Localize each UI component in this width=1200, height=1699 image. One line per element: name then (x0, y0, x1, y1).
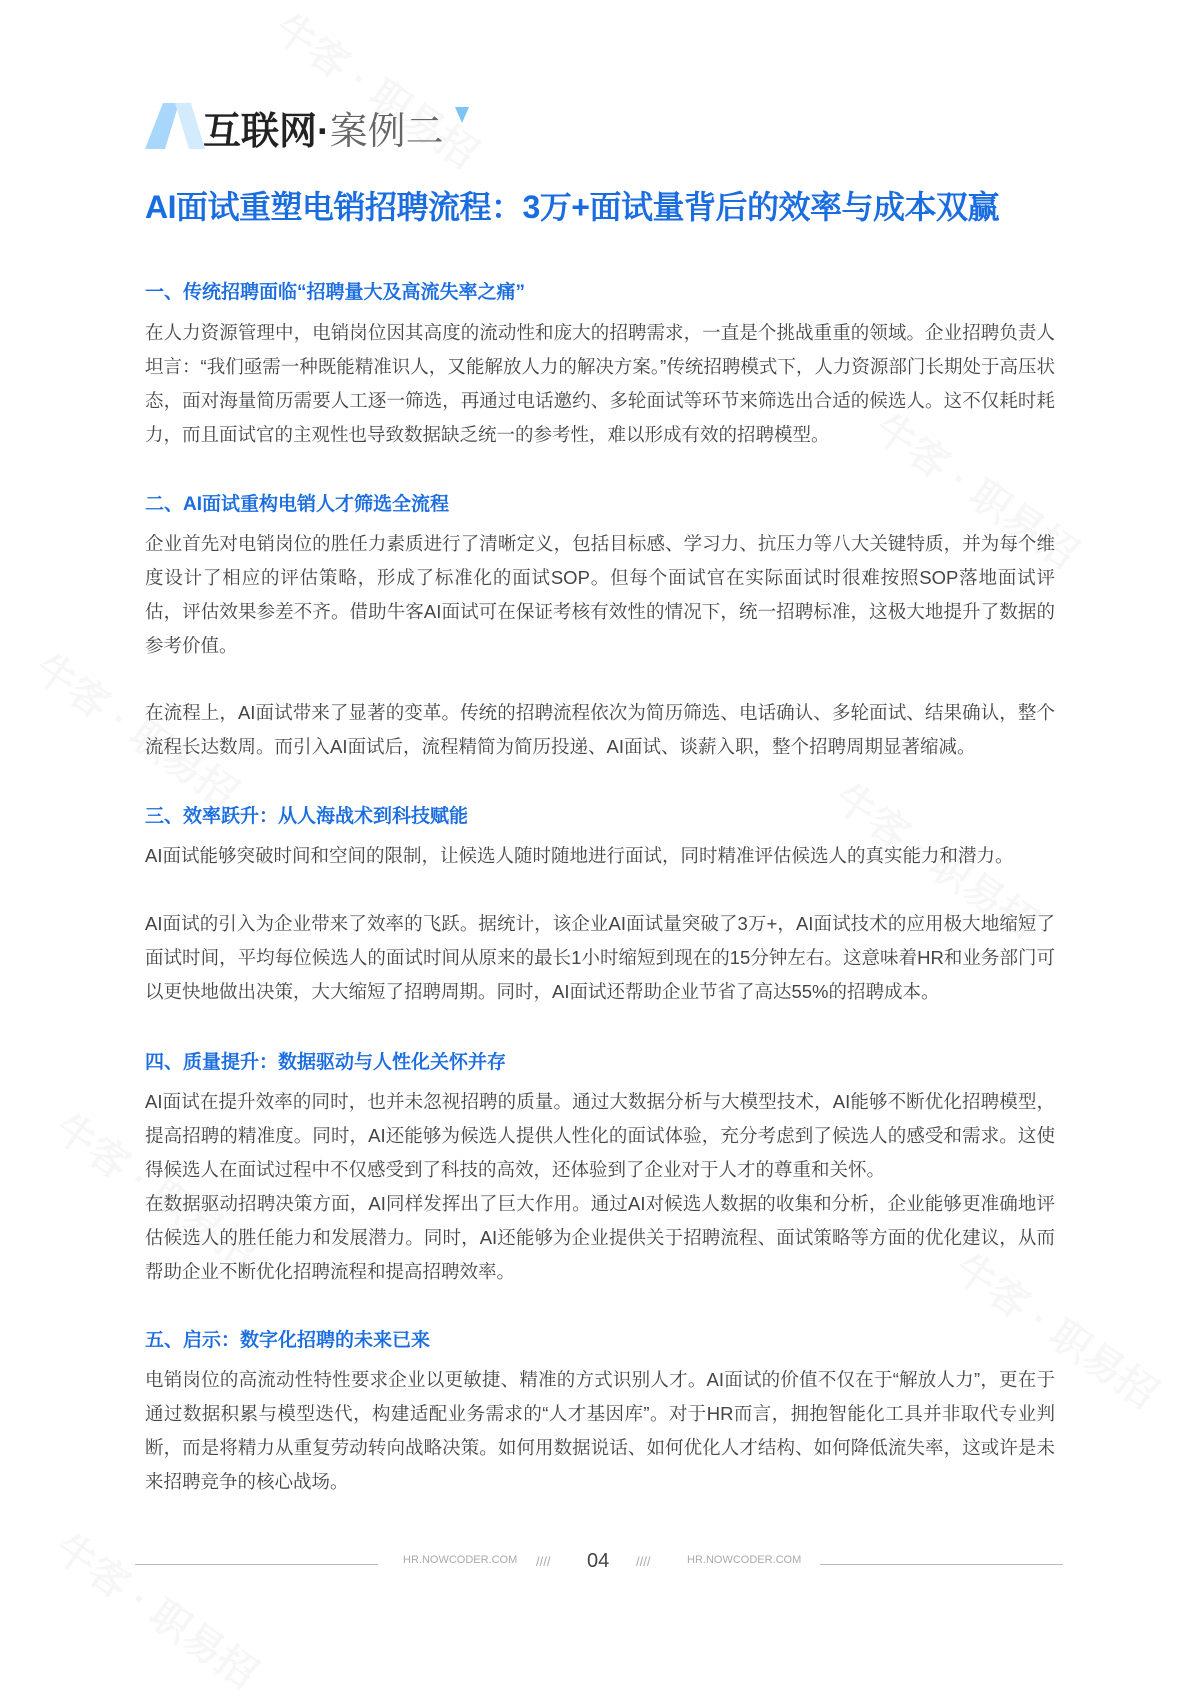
separator: · (317, 111, 330, 153)
page-title: AI面试重塑电销招聘流程：3万+面试量背后的效率与成本双赢 (145, 189, 999, 225)
footer-divider (135, 1564, 378, 1565)
footer-site-left: HR.NOWCODER.COM (403, 1554, 518, 1566)
paragraph: AI面试在提升效率的同时，也并未忽视招聘的质量。通过大数据分析与大模型技术，AI能够不断优化招聘模型，提高招聘的精准度。同时，AI还能够为候选人提供人性化的面试体验，充分考虑到了候选人的感受和需求。这使得候选人在面试过程中不仅感受到了科技的高效，还体验到了企业对于人才的尊重和关怀。 (145, 1091, 1055, 1180)
section-heading: 三、效率跃升：从人海战术到科技赋能 (145, 806, 469, 827)
logo-icon (145, 103, 205, 149)
paragraph: 在流程上，AI面试带来了显著的变革。传统的招聘流程依次为简历筛选、电话确认、多轮面试、结果确认，整个流程长达数周。而引入AI面试后，流程精简为简历投递、AI面试、谈薪入职，整个招聘周期显著缩减。 (145, 702, 1055, 757)
footer-divider (820, 1564, 1063, 1565)
paragraph: 企业首先对电销岗位的胜任力素质进行了清晰定义，包括目标感、学习力、抗压力等八大关键特质，并为每个维度设计了相应的评估策略，形成了标准化的面试SOP。但每个面试官在实际面试时很难按照SOP落地面试评估，评估效果参差不齐。借助牛客AI面试可在保证考核有效性的情况下，统一招聘标准，这极大地提升了数据的参考价值。 (145, 533, 1055, 656)
section-heading: 五、启示：数字化招聘的未来已来 (145, 1330, 431, 1351)
case-label: 案例二 (329, 111, 444, 153)
footer-site-right: HR.NOWCODER.COM (687, 1554, 802, 1566)
watermark (45, 1518, 271, 1699)
section-heading: 一、传统招聘面临“招聘量大及高流失率之痛” (145, 282, 526, 303)
footer-slashes: //// (636, 1554, 651, 1569)
section-heading: 二、AI面试重构电销人才筛选全流程 (145, 494, 450, 515)
category-label: 互联网 (203, 111, 318, 153)
triangle-icon (455, 107, 469, 123)
paragraph: AI面试的引入为企业带来了效率的飞跃。据统计，该企业AI面试量突破了3万+，AI面试技术的应用极大地缩短了面试时间，平均每位候选人的面试时间从原来的最长1小时缩短到现在的15分钟左右。这意味着HR和业务部门可以更快地做出决策，大大缩短了招聘周期。同时，AI面试还帮助企业节省了高达55%的招聘成本。 (145, 913, 1055, 1002)
section-label (203, 108, 444, 156)
paragraph: 在人力资源管理中，电销岗位因其高度的流动性和庞大的招聘需求，一直是个挑战重重的领域。企业招聘负责人坦言：“我们亟需一种既能精准识人，又能解放人力的解决方案。”传统招聘模式下，人力资源部门长期处于高压状态，面对海量简历需要人工逐一筛选，再通过电话邀约、多轮面试等环节来筛选出合适的候选人。这不仅耗时耗力，而且面试官的主观性也导致数据缺乏统一的参考性，难以形成有效的招聘模型。 (145, 322, 1055, 445)
footer-slashes: //// (536, 1554, 551, 1569)
page-number: 04 (587, 1550, 610, 1572)
paragraph: AI面试能够突破时间和空间的限制，让候选人随时随地进行面试，同时精准评估候选人的真实能力和潜力。 (145, 845, 1014, 866)
paragraph: 在数据驱动招聘决策方面，AI同样发挥出了巨大作用。通过AI对候选人数据的收集和分析，企业能够更准确地评估候选人的胜任能力和发展潜力。同时，AI还能够为企业提供关于招聘流程、面试策略等方面的优化建议，从而帮助企业不断优化招聘流程和提高招聘效率。 (145, 1193, 1055, 1282)
section-heading: 四、质量提升：数据驱动与人性化关怀并存 (145, 1052, 507, 1073)
paragraph: 电销岗位的高流动性特性要求企业以更敏捷、精准的方式识别人才。AI面试的价值不仅在于“解放人力”，更在于通过数据积累与模型迭代，构建适配业务需求的“人才基因库”。对于HR而言，拥抱智能化工具并非取代专业判断，而是将精力从重复劳动转向战略决策。如何用数据说话、如何优化人才结构、如何降低流失率，这或许是未来招聘竞争的核心战场。 (145, 1369, 1055, 1492)
